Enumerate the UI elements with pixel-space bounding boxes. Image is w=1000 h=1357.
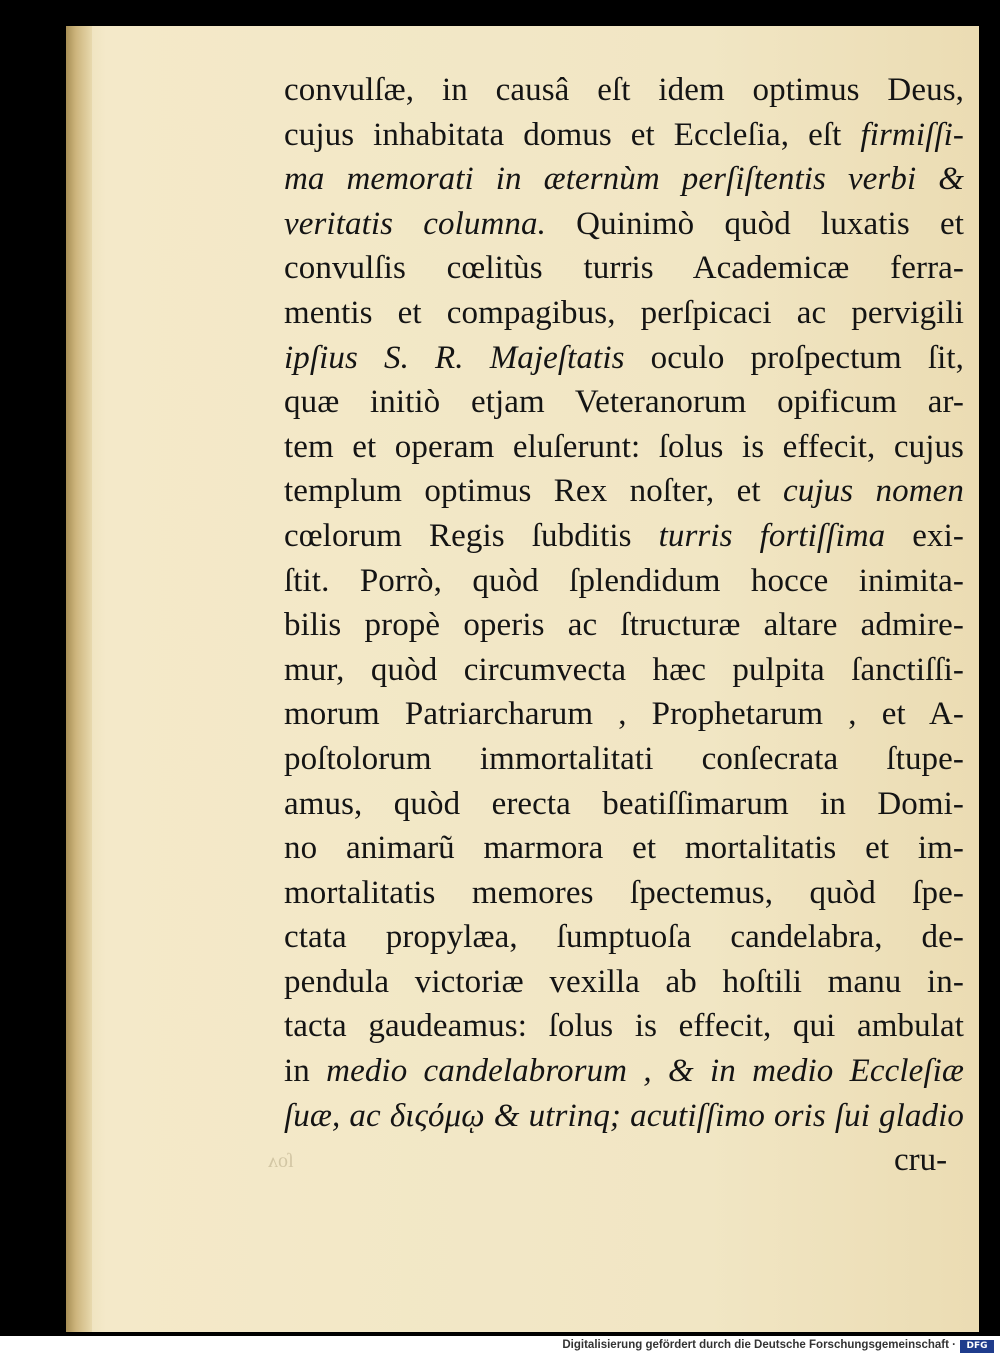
dfg-logo: DFG xyxy=(960,1340,994,1353)
text-line xyxy=(284,380,964,425)
footer-bar xyxy=(0,1336,1000,1357)
text-segment: mur, quòd circumvecta hæc pulpita ſanctiſſi- xyxy=(284,651,964,688)
italic-segment: ma memorati in æternùm perſiſtentis verbi & xyxy=(284,161,964,198)
text-segment: convulſæ, in causâ eſt idem optimus Deus, xyxy=(284,72,964,108)
text-line xyxy=(284,603,964,648)
text-line xyxy=(284,559,964,604)
text-line xyxy=(284,1004,964,1049)
text-segment: Quinimò quòd luxatis et xyxy=(545,205,964,242)
text-line xyxy=(284,960,964,1005)
text-segment: pendula victoriæ vexilla ab hoſtili manu in- xyxy=(284,963,964,1000)
text-line xyxy=(284,336,964,381)
text-segment: no animarũ marmora et mortalitatis et im- xyxy=(284,830,964,867)
text-segment: exi- xyxy=(885,517,964,554)
catchword: cru- xyxy=(894,1142,948,1178)
text-line xyxy=(284,692,964,737)
text-segment: quæ initiò etjam Veteranorum opificum ar- xyxy=(284,384,964,421)
text-line xyxy=(284,246,964,291)
text-line xyxy=(284,826,964,871)
italic-segment: turris fortiſſima xyxy=(658,517,886,554)
italic-segment: veritatis columna. xyxy=(284,205,546,242)
text-line xyxy=(284,469,964,514)
italic-segment: cujus nomen xyxy=(782,473,964,510)
text-segment: mentis et compagibus, perſpicaci ac pervigili xyxy=(284,294,964,331)
text-block xyxy=(284,68,964,1138)
text-line xyxy=(284,915,964,960)
text-segment: cœlorum Regis ſubditis xyxy=(284,517,659,554)
italic-segment: firmiſſi- xyxy=(860,116,964,153)
text-line xyxy=(284,68,964,113)
text-segment: mortalitatis memores ſpectemus, quòd ſpe- xyxy=(284,874,964,911)
text-segment: oculo proſpectum ſit, xyxy=(624,339,964,376)
text-line xyxy=(284,1049,964,1094)
text-line xyxy=(284,157,964,202)
text-segment: ſtit. Porrò, quòd ſplendidum hocce inimita- xyxy=(284,562,964,599)
text-segment: templum optimus Rex noſter, et xyxy=(284,473,783,510)
text-segment: tem et operam eluſerunt: ſolus is effecit, cujus xyxy=(284,428,964,465)
text-segment: cujus inhabitata domus et Eccleſia, eſt xyxy=(284,116,861,153)
text-line xyxy=(284,514,964,559)
text-line xyxy=(284,202,964,247)
text-segment: tacta gaudeamus: ſolus is effecit, qui ambulat xyxy=(284,1008,964,1045)
italic-segment: ipſius S. R. Majeſtatis xyxy=(284,339,625,376)
text-segment: in xyxy=(284,1053,327,1090)
text-line xyxy=(284,737,964,782)
funding-credit: Digitalisierung gefördert durch die Deutsche Forschungsgemeinschaft · xyxy=(562,1339,956,1351)
text-line xyxy=(284,871,964,916)
text-segment: convulſis cœlitùs turris Academicæ ferra- xyxy=(284,250,964,287)
text-segment: bilis propè operis ac ſtructuræ altare admire- xyxy=(284,607,964,644)
italic-segment: medio candelabrorum , & in medio Eccleſiæ xyxy=(326,1053,964,1090)
text-line xyxy=(284,1094,964,1139)
italic-segment: ſuæ, ac διςόμῳ & utrinq; acutiſſimo oris ſui gladio xyxy=(284,1097,964,1134)
text-line xyxy=(284,291,964,336)
text-line xyxy=(284,782,964,827)
text-segment: amus, quòd erecta beatiſſimarum in Domi- xyxy=(284,785,964,822)
text-line xyxy=(284,425,964,470)
page-gutter xyxy=(66,26,92,1332)
text-line xyxy=(284,113,964,158)
text-segment: ctata propylæa, ſumptuoſa candelabra, de- xyxy=(284,919,964,956)
bleed-through-text: ſoʌ xyxy=(268,1150,294,1172)
text-segment: poſtolorum immortalitati conſecrata ſtupe- xyxy=(284,740,964,777)
text-line xyxy=(284,648,964,693)
text-segment: morum Patriarcharum , Prophetarum , et A- xyxy=(284,696,964,733)
